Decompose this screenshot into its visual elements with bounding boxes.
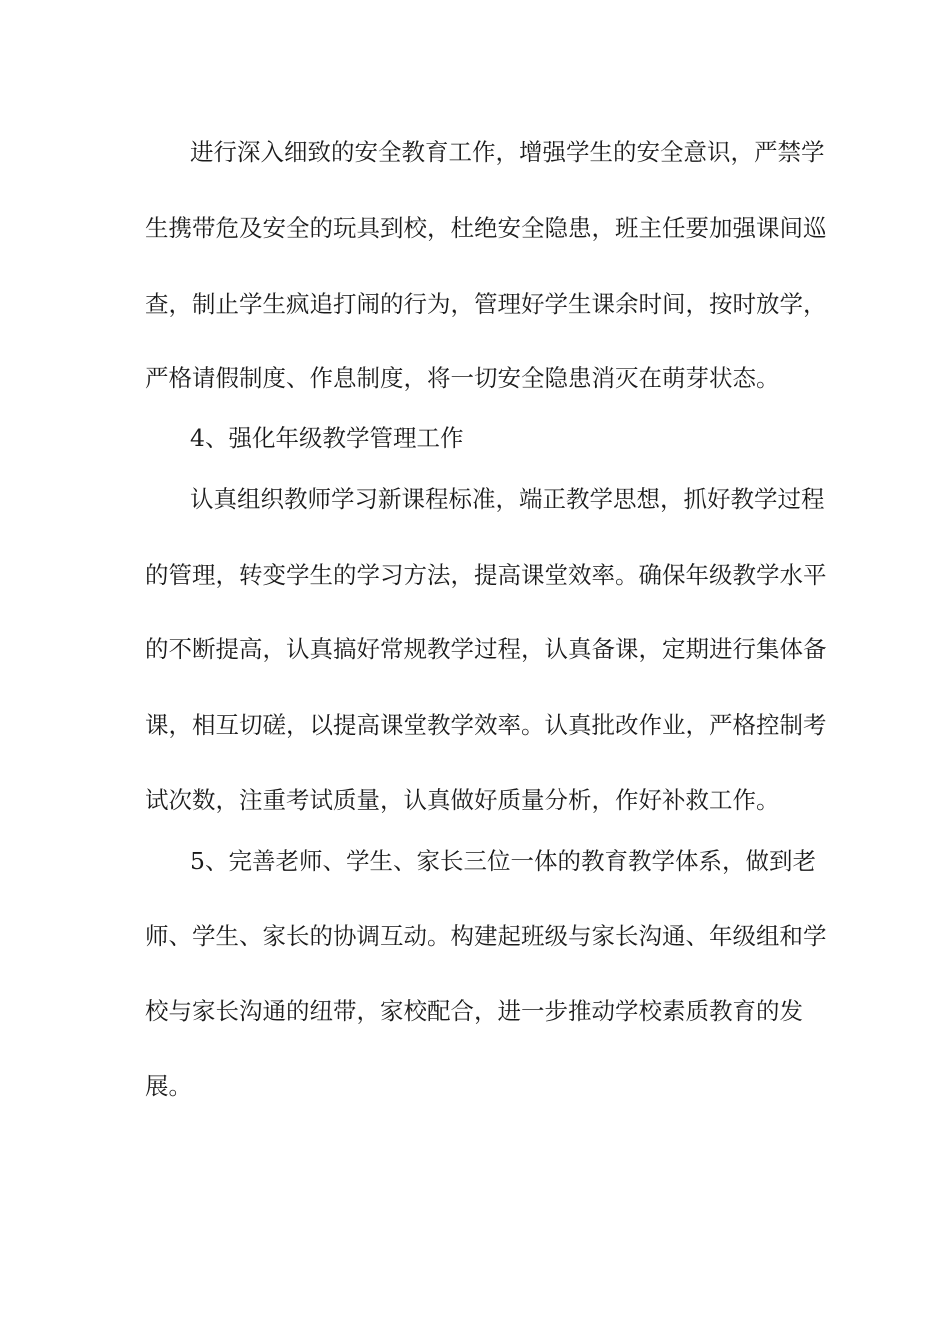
paragraph-line: 校与家长沟通的纽带，家校配合，进一步推动学校素质教育的发 bbox=[145, 997, 803, 1025]
paragraph-line: 进行深入细致的安全教育工作，增强学生的安全意识，严禁学 bbox=[190, 138, 825, 166]
paragraph-line: 展。 bbox=[145, 1072, 192, 1100]
paragraph-line: 5、完善老师、学生、家长三位一体的教育教学体系，做到老 bbox=[190, 847, 816, 875]
paragraph-line: 师、学生、家长的协调互动。构建起班级与家长沟通、年级组和学 bbox=[145, 922, 827, 950]
section-heading: 4、强化年级教学管理工作 bbox=[190, 424, 464, 452]
paragraph-line: 课，相互切磋，以提高课堂教学效率。认真批改作业，严格控制考 bbox=[145, 711, 827, 739]
paragraph-line: 生携带危及安全的玩具到校，杜绝安全隐患，班主任要加强课间巡 bbox=[145, 214, 827, 242]
paragraph-line: 严格请假制度、作息制度，将一切安全隐患消灭在萌芽状态。 bbox=[145, 364, 780, 392]
paragraph-line: 的管理，转变学生的学习方法，提高课堂效率。确保年级教学水平 bbox=[145, 561, 827, 589]
paragraph-line: 查，制止学生疯追打闹的行为，管理好学生课余时间，按时放学， bbox=[145, 290, 827, 318]
paragraph-line: 试次数，注重考试质量，认真做好质量分析，作好补救工作。 bbox=[145, 786, 780, 814]
paragraph-line: 认真组织教师学习新课程标准，端正教学思想，抓好教学过程 bbox=[190, 485, 825, 513]
paragraph-line: 的不断提高，认真搞好常规教学过程，认真备课，定期进行集体备 bbox=[145, 635, 827, 663]
